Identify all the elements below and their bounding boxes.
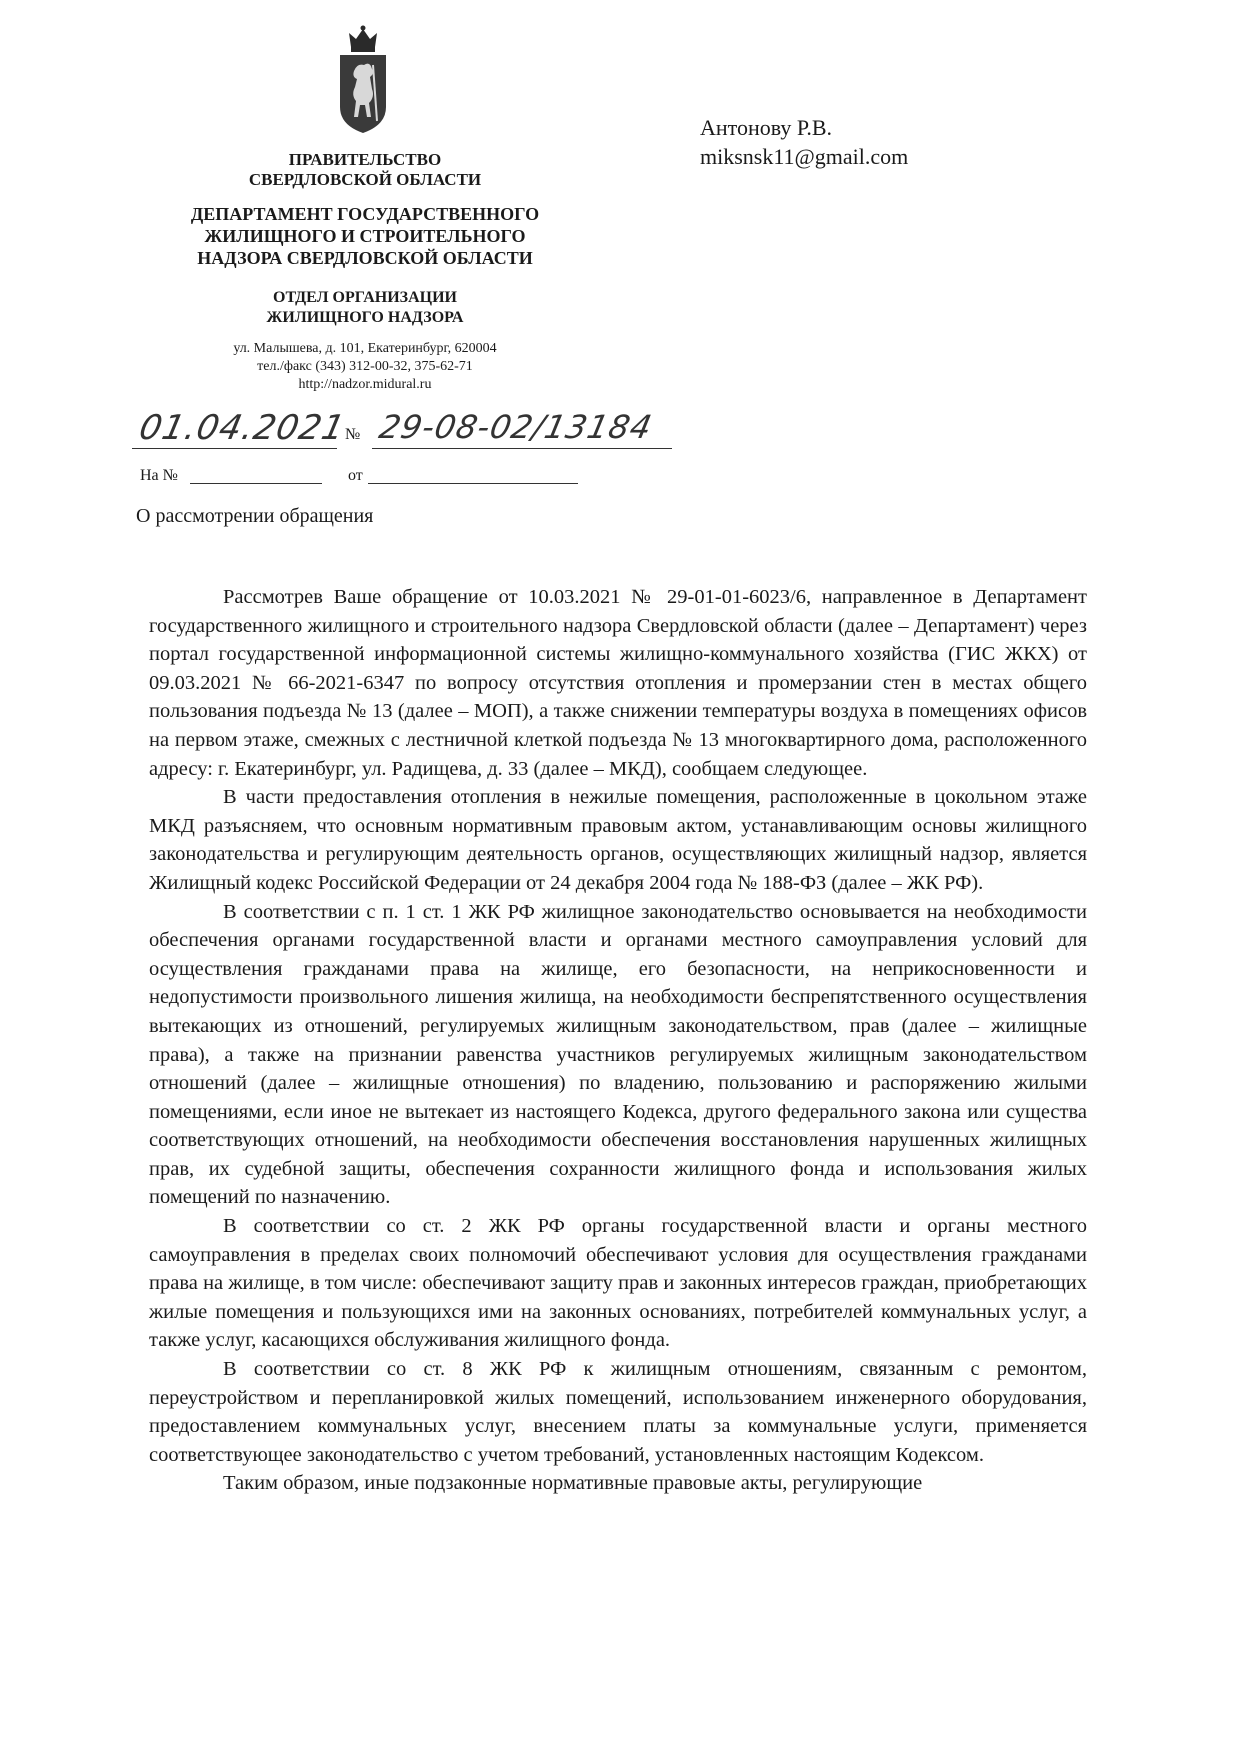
recipient-block (700, 113, 908, 171)
department-line: ЖИЛИЩНОГО И СТРОИТЕЛЬНОГО (204, 226, 526, 246)
government-line: СВЕРДЛОВСКОЙ ОБЛАСТИ (248, 170, 482, 189)
body-paragraph: В соответствии со ст. 2 ЖК РФ органы государственной власти и органы местного самоуправления в пределах своих полномочий обеспечивают условия для осуществления гражданами права на жилище, в том числе: обеспечивают защиту прав и законных интересов граждан, приобретающих жилые помещения и пользующихся ими на законных основаниях, потребителей коммунальных услуг, а также услуг, касающихся обслуживания жилищного фонда. (149, 1215, 1087, 1352)
body-paragraph: Таким образом, иные подзаконные нормативные правовые акты, регулирующие (223, 1472, 923, 1495)
reference-number-label: На № (140, 467, 178, 484)
government-line: ПРАВИТЕЛЬСТВО (288, 150, 442, 169)
body-paragraph: В соответствии со ст. 8 ЖК РФ к жилищным отношениям, связанным с ремонтом, переустройством и перепланировкой жилых помещений, использованием инженерного оборудования, предоставлением коммунальных услуг, внесением платы за коммунальные услуги, применяется соответствующее законодательство с учетом требований, установленных настоящим Кодексом. (149, 1358, 1087, 1466)
reference-date-label: от (348, 467, 363, 484)
department-line: НАДЗОРА СВЕРДЛОВСКОЙ ОБЛАСТИ (197, 248, 533, 268)
recipient-name: Антонову Р.В. (700, 115, 833, 140)
registration-number: 29-08-02/13184 (375, 408, 656, 446)
body-paragraph: В части предоставления отопления в нежилые помещения, расположенные в цокольном этаже МКД разъясняем, что основным нормативным правовым актом, устанавливающим основы жилищного законодательства и регулирующим деятельность органов, осуществляющих жилищный надзор, является Жилищный кодекс Российской Федерации от 24 декабря 2004 года № 188-ФЗ (далее – ЖК РФ). (149, 786, 1087, 894)
coat-of-arms-emblem (337, 25, 389, 135)
recipient-email: miksnsk11@gmail.com (700, 144, 909, 169)
number-underline (372, 448, 672, 449)
department-address (150, 340, 580, 394)
address-phone: тел./факс (343) 312-00-32, 375-62-71 (257, 359, 473, 374)
date-underline (132, 448, 337, 449)
letter-body (149, 583, 1087, 1498)
address-street: ул. Малышева, д. 101, Екатеринбург, 620004 (233, 341, 497, 356)
body-paragraph: В соответствии с п. 1 ст. 1 ЖК РФ жилищное законодательство основывается на необходимости обеспечения органами государственной власти и органами местного самоуправления условий для осуществления гражданами права на жилище, его безопасности, на неприкосновенности и недопустимости произвольного лишения жилища, на необходимости беспрепятственного осуществления вытекающих из отношений, регулируемых жилищным законодательством, прав (далее – жилищные права), а также на признании равенства участников регулируемых жилищным законодательством отношений (далее – жилищные отношения) по владению, пользованию и распоряжению жилыми помещениями, если иное не вытекает из настоящего Кодекса, другого федерального закона или существа соответствующих отношений, на необходимости обеспечения восстановления нарушенных жилищных прав, их судебной защиты, обеспечения сохранности жилищного фонда и использования жилых помещений по назначению. (149, 900, 1087, 1209)
reference-line (140, 467, 580, 489)
reference-number-blank (190, 483, 322, 484)
government-title (130, 150, 600, 190)
address-website: http://nadzor.midural.ru (298, 377, 432, 392)
number-sign: № (345, 426, 361, 443)
registration-date: 01.04.2021 (135, 408, 349, 448)
department-title (130, 203, 600, 269)
body-paragraph: Рассмотрев Ваше обращение от 10.03.2021 № 29-01-01-6023/6, направленное в Департамент государственного жилищного и строительного надзора Свердловской области (далее – Департамент) через портал государственной информационной системы жилищно-коммунального хозяйства (ГИС ЖКХ) от 09.03.2021 № 66-2021-6347 по вопросу отсутствия отопления и промерзании стен в местах общего пользования подъезда № 13 (далее – МОП), а также снижении температуры воздуха в помещениях офисов на первом этаже, смежных с лестничной клеткой подъезда № 13 многоквартирного дома, расположенного адресу: г. Екатеринбург, ул. Радищева, д. 33 (далее – МКД), сообщаем следующее. (149, 586, 1087, 780)
registration-line (132, 408, 712, 454)
unit-line: ОТДЕЛ ОРГАНИЗАЦИИ (273, 289, 457, 306)
unit-line: ЖИЛИЩНОГО НАДЗОРА (266, 309, 464, 326)
reference-date-blank (368, 483, 578, 484)
letter-subject: О рассмотрении обращения (136, 505, 374, 527)
unit-title (130, 288, 600, 328)
department-line: ДЕПАРТАМЕНТ ГОСУДАРСТВЕННОГО (190, 204, 540, 224)
